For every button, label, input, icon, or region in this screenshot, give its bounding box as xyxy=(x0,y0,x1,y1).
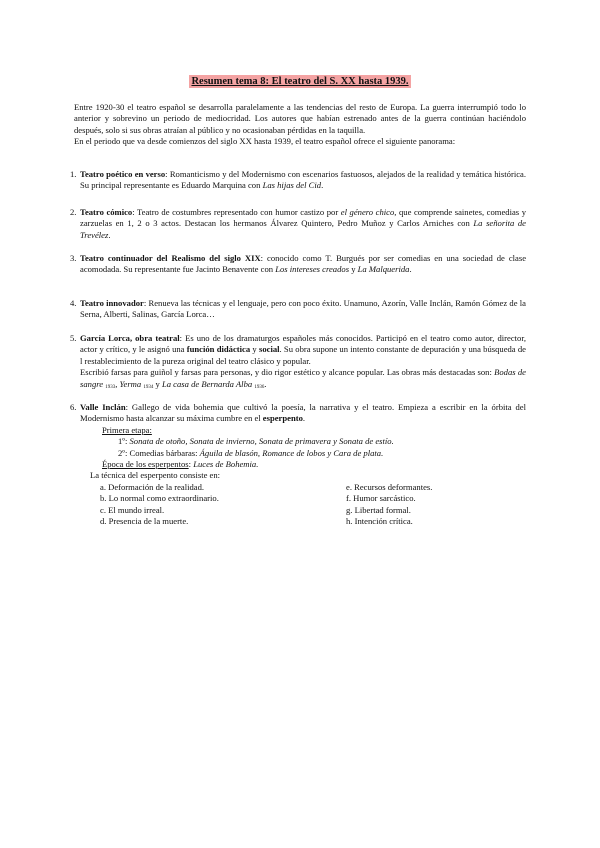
list-item xyxy=(70,298,526,321)
stage-sub-label: 1º: xyxy=(118,436,130,447)
work-title: La Malquerida xyxy=(357,264,410,275)
item-heading: Teatro cómico xyxy=(80,207,133,217)
item-number: 2. xyxy=(70,207,77,217)
work-year: 1936 xyxy=(254,384,265,390)
item-end: . xyxy=(321,180,324,191)
bold-term: función didáctica xyxy=(186,344,251,355)
list-item xyxy=(70,207,526,241)
item-text: : Renueva las técnicas y el lenguaje, pero con poco éxito. Unamuno, Azorín, Valle Inclán, Ramón Gómez de la Serna, Alberti, Salinas, García Lorca… xyxy=(80,298,526,320)
item-heading: Valle Inclán xyxy=(80,402,126,412)
work-title: Luces de Bohemia. xyxy=(193,459,259,470)
list-item: a. Deformación de la realidad. xyxy=(100,481,205,492)
work-title: Bodas de sangre xyxy=(80,367,526,389)
list-item: d. Presencia de la muerte. xyxy=(100,516,189,527)
list-item: h. Intención crítica. xyxy=(346,516,413,527)
intro-text: Entre 1920-30 el teatro español se desarrolla paralelamente a las tendencias del resto de Europa. La guerra interrumpió todo lo anterior y sobrevino un periodo de mediocridad. Los autores que habían estrenado antes de la guerra continúan haciéndolo después, solo si sus obras atraían al público y no ocasionaban pérdidas en la taquilla. xyxy=(74,102,526,135)
list-item: f. Humor sarcástico. xyxy=(346,493,416,504)
item-text: : Teatro de costumbres representado con humor castizo por xyxy=(132,207,341,217)
stage-colon: : xyxy=(188,459,194,470)
list-item xyxy=(70,169,526,192)
technique-list xyxy=(80,482,526,528)
item-number: 5. xyxy=(70,333,77,343)
stage-sub-label: 2º: Comedias bárbaras: xyxy=(118,447,200,458)
stage-label: Época de los esperpentos xyxy=(102,459,189,470)
separator: y xyxy=(153,378,162,389)
list-item xyxy=(70,402,526,528)
item-text: Escribió farsas para guiñol y farsas para personas, y dio rigor estético y alcance popular. Las obras más destacadas son: xyxy=(80,367,495,378)
item-number: 1. xyxy=(70,169,77,179)
item-end: . xyxy=(409,264,412,275)
item-text: : Es uno de los dramaturgos españoles más conocidos. Participó en el teatro como autor, director, actor y crítico, y le asignó una xyxy=(80,333,526,355)
work-title: La señorita de Trevélez xyxy=(80,218,526,240)
work-year: 1933 xyxy=(105,384,116,390)
item-heading: Teatro innovador xyxy=(80,298,144,308)
item-number: 6. xyxy=(70,402,77,412)
work-title: La casa de Bernarda Alba xyxy=(161,378,253,389)
list-item: c. El mundo irreal. xyxy=(100,504,165,515)
work-year: 1934 xyxy=(143,384,154,390)
intro-panorama: En el periodo que va desde comienzos del siglo XX hasta 1939, el teatro español ofrece el siguiente panorama: xyxy=(74,136,456,147)
list-item: b. Lo normal como extraordinario. xyxy=(100,493,219,504)
item-end: . xyxy=(302,413,306,424)
item-text: : Gallego de vida bohemia que cultivó la poesía, la narrativa y el teatro. Empieza a escribir en la órbita del Modernismo hasta alcanzar su máxima cumbre en el xyxy=(80,402,526,424)
item-end: . xyxy=(108,229,111,240)
bold-term: social xyxy=(258,344,280,355)
item-heading: Teatro continuador del Realismo del siglo XIX xyxy=(80,253,261,263)
item-text: : Romanticismo y del Modernismo con escenarios fastuosos, alejados de la realidad y temática histórica. Su principal representante es Eduardo Marquina con xyxy=(80,169,526,191)
intro-paragraph xyxy=(74,102,526,148)
item-heading: Teatro poético en verso xyxy=(80,169,166,179)
item-text: , que comprende sainetes, comedias y zarzuelas en 1, 2 o 3 actos. Destacan los hermanos Álvarez Quintero, Pedro Muñoz y Carlos Arniches con xyxy=(80,207,526,229)
item-heading: García Lorca, obra teatral xyxy=(80,333,180,343)
item-text: y xyxy=(349,264,358,275)
stage-label: Primera etapa: xyxy=(102,424,152,435)
work-title: Las hijas del Cid xyxy=(262,180,322,191)
list-item: g. Libertad formal. xyxy=(346,504,411,515)
work-title: Los intereses creados xyxy=(275,264,350,275)
technique-intro: La técnica del esperpento consiste en: xyxy=(90,470,221,481)
work-title: Yerma xyxy=(119,378,142,389)
separator: , xyxy=(115,378,120,389)
item-text: . Su obra supone un intento constante de depuración y una búsqueda de l restablecimiento de la pureza original del teatro clásico y popular. xyxy=(80,344,526,366)
technique-right-column xyxy=(346,482,432,528)
work-list: Águila de blasón, Romance de lobos y Cara de plata. xyxy=(199,447,384,458)
item-number: 3. xyxy=(70,253,77,263)
work-list: Sonata de otoño, Sonata de invierno, Sonata de primavera y Sonata de estío. xyxy=(129,436,394,447)
item-text: : conocido como T. Burgués por ser comedias en una sociedad de clase acomodada. Su representante fue Jacinto Benavente con xyxy=(80,253,527,275)
list-item xyxy=(70,333,526,393)
technique-left-column xyxy=(100,482,219,528)
document-title: Resumen tema 8: El teatro del S. XX hasta 1939. xyxy=(191,76,409,87)
item-end: . xyxy=(264,378,267,389)
bold-term: esperpento xyxy=(262,413,303,424)
item-number: 4. xyxy=(70,298,77,308)
item-text: y xyxy=(250,344,259,355)
list-item: e. Recursos deformantes. xyxy=(346,481,433,492)
list-item xyxy=(70,253,526,276)
work-title: el género chico xyxy=(340,207,395,217)
title-container xyxy=(0,71,600,89)
